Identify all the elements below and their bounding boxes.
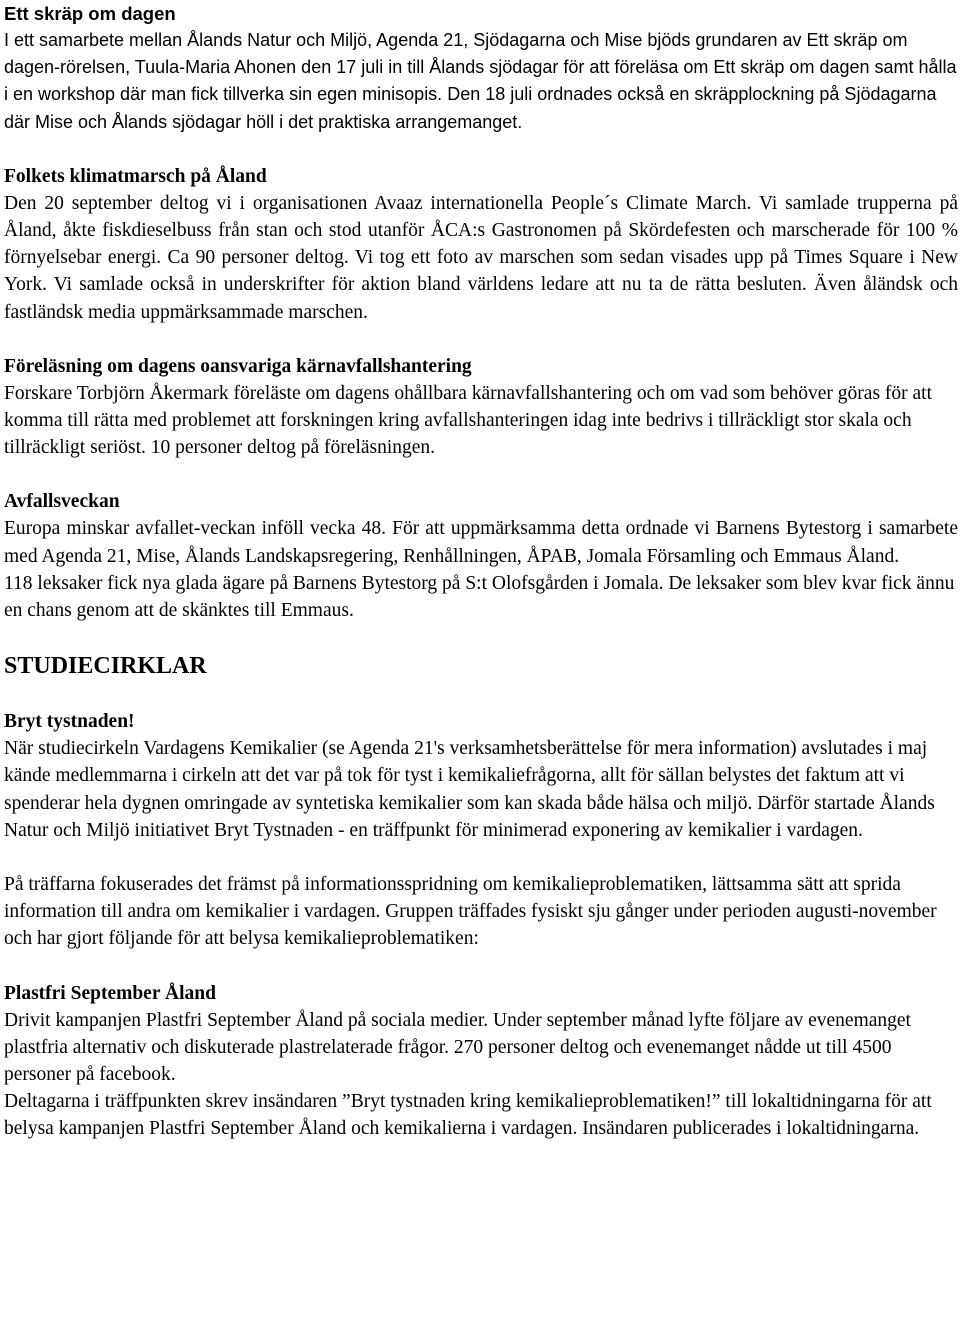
section-body-ett-skrap: I ett samarbete mellan Ålands Natur och Miljö, Agenda 21, Sjödagarna och Mise bjöds grundaren av Ett skräp om dagen-rörelsen, Tuula-Maria Ahonen den 17 juli in till Ålands sjödagar för att föreläsa om Ett skräp om dagen samt hålla i en workshop där man fick tillverka sin egen minisopis. Den 18 juli ordnades också en skräpplockning på Sjödagarna där Mise och Ålands sjödagar höll i det praktiska arrangemanget.: [4, 30, 957, 132]
section-title-klimatmarsch: Folkets klimatmarsch på Åland: [4, 165, 267, 187]
section-body-bryt-2: På träffarna fokuserades det främst på informationsspridning om kemikalieproblematiken, lättsamma sätt att sprida information till andra om kemikalier i vardagen. Gruppen träffades fysiskt sju gånger under perioden augusti-november och har gjort följande för att belysa kemikalieproblematiken:: [4, 874, 937, 950]
section-body-plastfri-2: Deltagarna i träffpunkten skrev insändaren ”Bryt tystnaden kring kemikalieproblematiken!” till lokaltidningarna för att belysa kampanjen Plastfri September Åland och kemikalierna i vardagen. Insändaren publicerades i lokaltidningarna.: [4, 1091, 932, 1140]
section-title-avfallsveckan: Avfallsveckan: [4, 491, 120, 513]
section-body-bryt-1: När studiecirkeln Vardagens Kemikalier (se Agenda 21's verksamhetsberättelse för mera information) avslutades i maj kände medlemmarna i cirkeln att det var på tok för tyst i kemikaliefrågorna, allt för sällan belystes det faktum att vi spenderar hela dygnen omringade av syntetiska kemikalier som kan skada både hälsa och miljö. Därför startade Ålands Natur och Miljö initiativet Bryt Tystnaden - en träffpunkt för minimerad exponering av kemikalier i vardagen.: [4, 738, 935, 841]
section-body-avfallsveckan-1: Europa minskar avfallet-veckan inföll vecka 48. För att uppmärksamma detta ordnade vi Barnens Bytestorg i samarbete med Agenda 21, Mise, Ålands Landskapsregering, Renhållningen, ÅPAB, Jomala Församling och Emmaus Åland.: [4, 518, 958, 567]
heading-studiecirklar: STUDIECIRKLAR: [4, 653, 207, 680]
section-body-plastfri-1: Drivit kampanjen Plastfri September Åland på sociala medier. Under september månad lyfte följare av evenemanget plastfria alternativ och diskuterade plastrelaterade frågor. 270 personer deltog och evenemanget nådde ut till 4500 personer på facebook.: [4, 1009, 911, 1086]
section-body-forelasning: Forskare Torbjörn Åkermark föreläste om dagens ohållbara kärnavfallshantering och om vad som behöver göras för att komma till rätta med problemet att forskningen kring avfallshanteringen idag inte bedrivs i tillräckligt stor skala och tillräckligt seriöst. 10 personer deltog på föreläsningen.: [4, 382, 933, 459]
section-title-plastfri: Plastfri September Åland: [4, 982, 216, 1004]
section-title-forelasning: Föreläsning om dagens oansvariga kärnavfallshantering: [4, 355, 472, 377]
section-body-avfallsveckan-2: 118 leksaker fick nya glada ägare på Barnens Bytestorg på S:t Olofsgården i Jomala. De leksaker som blev kvar fick ännu en chans genom att de skänktes till Emmaus.: [4, 572, 955, 622]
section-title-ett-skrap: Ett skräp om dagen: [4, 3, 176, 24]
section-title-bryt: Bryt tystnaden!: [4, 711, 135, 733]
section-body-klimatmarsch: Den 20 september deltog vi i organisationen Avaaz internationella People´s Climate March. Vi samlade trupperna på Åland, åkte fiskdieselbuss från stan och stod utanför ÅCA:s Gastronomen på Skördefesten och marscherade för 100 % förnyelsebar energi. Ca 90 personer deltog. Vi tog ett foto av marschen som sedan visades upp på Times Square i New York. Vi samlade också in underskrifter för aktion bland världens ledare att nu ta de rätta besluten. Även åländsk och fastländsk media uppmärksammade marschen.: [4, 192, 958, 323]
